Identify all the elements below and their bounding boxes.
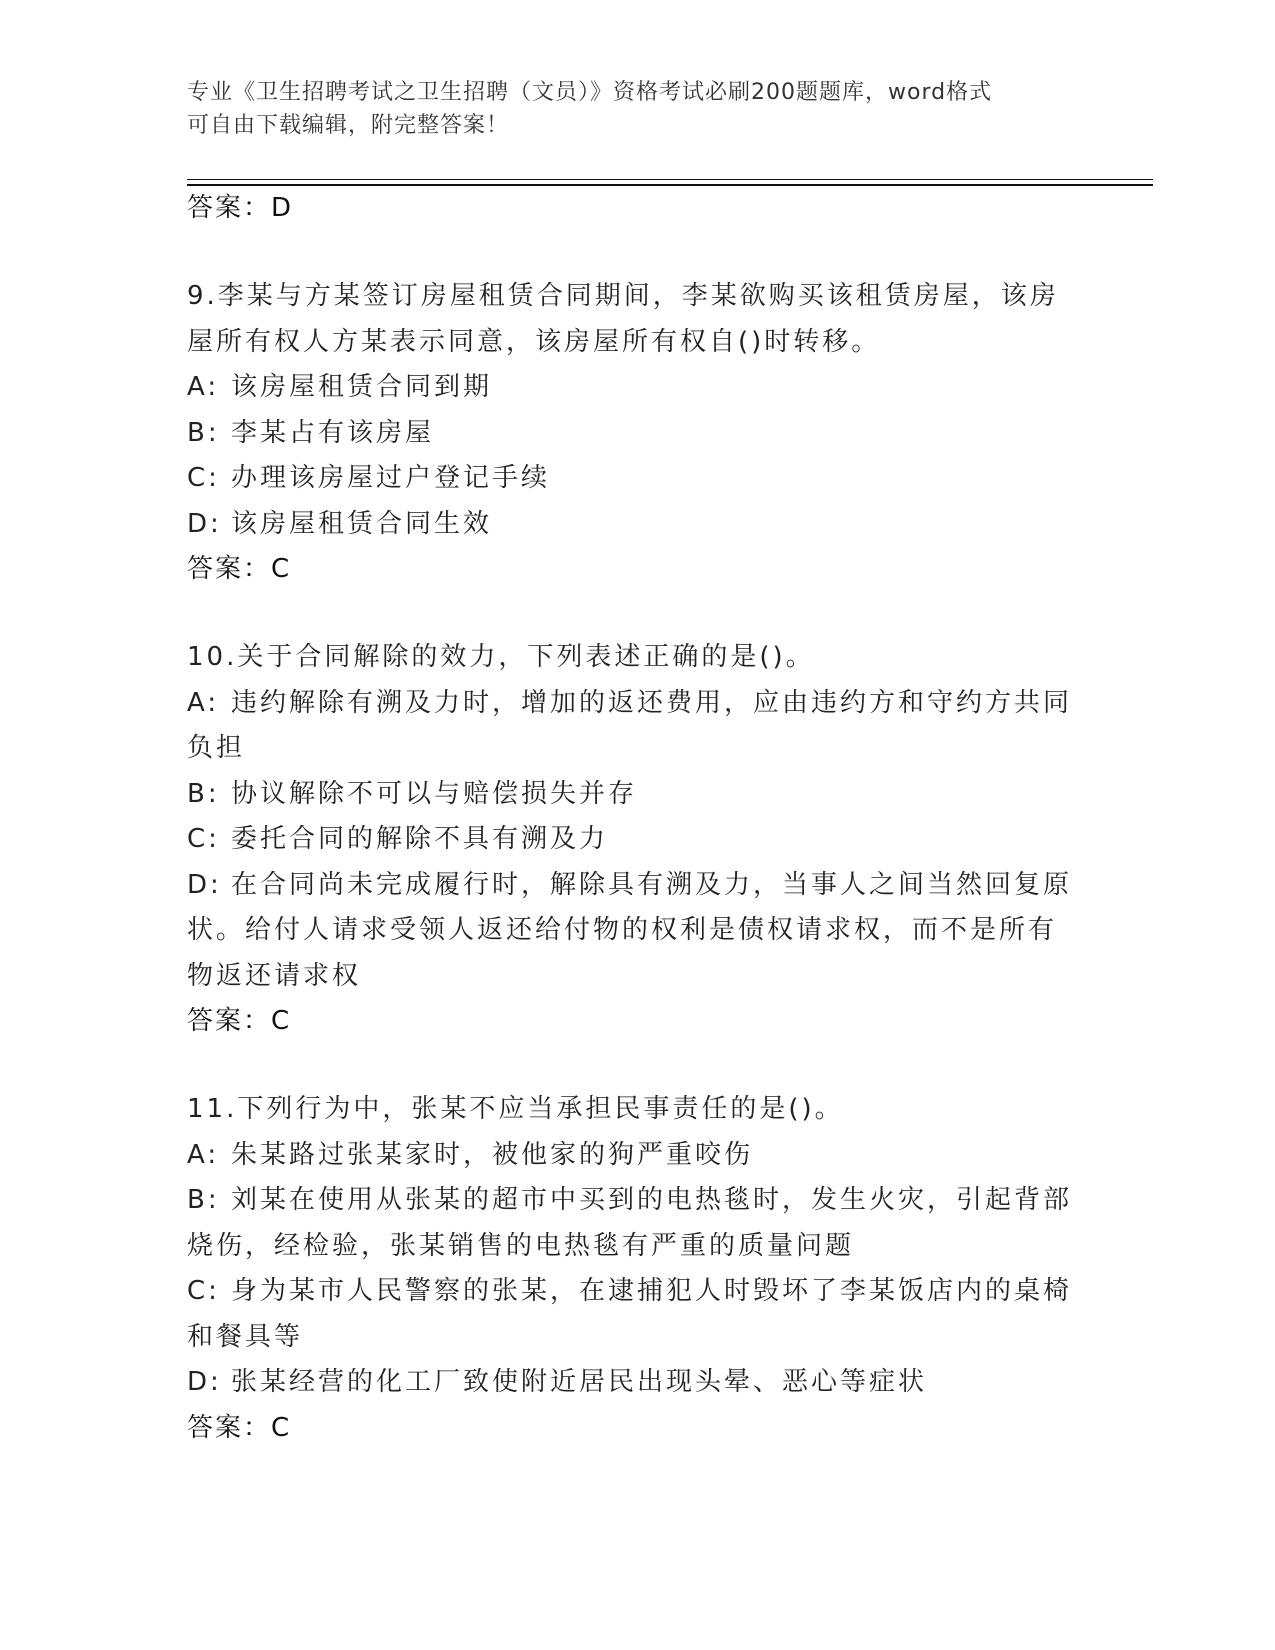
option-text: 朱某路过张某家时，被他家的狗严重咬伤 [231, 1139, 754, 1170]
option-text-continuation: 和餐具等 [187, 1321, 304, 1352]
question-gap [187, 1043, 1087, 1087]
header-rule-thin [187, 179, 1153, 180]
question-gap [187, 230, 1087, 274]
option-letter: D: [187, 869, 222, 900]
question-stem-line: 9.李某与方某签订房屋租赁合同期间，李某欲购买该租赁房屋，该房 [187, 281, 1059, 311]
option-text-continuation: 状。给付人请求受领人返还给付物的权利是债权请求权，而不是所有 [187, 915, 1058, 945]
answer-line: 答案：C [187, 1006, 292, 1036]
question-block [187, 635, 1087, 1043]
option-text: 协议解除不可以与赔偿损失并存 [231, 778, 638, 809]
option-line [187, 1269, 1087, 1315]
option-letter: B: [187, 1185, 220, 1215]
option-line [187, 365, 1087, 411]
option-text-continuation: 负担 [187, 733, 246, 763]
question-stem-line: 屋所有权人方某表示同意，该房屋所有权自()时转移。 [187, 326, 881, 357]
question-block [187, 1087, 1087, 1450]
option-letter: C: [187, 1276, 220, 1306]
option-text: 该房屋租赁合同到期 [231, 372, 493, 402]
option-text: 李某占有该房屋 [231, 417, 435, 448]
option-line [187, 863, 1087, 909]
option-line [187, 772, 1087, 818]
previous-answer: 答案：D [187, 193, 294, 223]
option-text: 委托合同的解除不具有溯及力 [231, 824, 609, 854]
option-line [187, 411, 1087, 457]
question-list [187, 186, 1087, 1450]
option-letter: A: [187, 687, 220, 718]
option-letter: C: [187, 463, 220, 493]
header-line-1: 专业《卫生招聘考试之卫生招聘（文员）》资格考试必刷200题题库，word格式 [187, 80, 993, 105]
option-letter: B: [187, 417, 220, 448]
questions-container [187, 230, 1087, 1450]
option-text: 张某经营的化工厂致使附近居民出现头晕、恶心等症状 [231, 1367, 928, 1397]
header-line-2: 可自由下载编辑，附完整答案！ [187, 113, 510, 138]
option-line [187, 456, 1087, 502]
option-text: 该房屋租赁合同生效 [231, 508, 493, 539]
option-line [187, 817, 1087, 863]
option-letter: D: [187, 508, 222, 539]
option-text: 在合同尚未完成履行时，解除具有溯及力，当事人之间当然回复原 [231, 869, 1073, 900]
option-text: 身为某市人民警察的张某，在逮捕犯人时毁坏了李某饭店内的桌椅 [231, 1276, 1073, 1306]
option-text-continuation: 物返还请求权 [187, 960, 362, 991]
option-line [187, 1360, 1087, 1406]
option-line [187, 502, 1087, 548]
option-text-continuation: 烧伤，经检验，张某销售的电热毯有严重的质量问题 [187, 1230, 855, 1261]
answer-line: 答案：C [187, 1412, 292, 1443]
option-text: 刘某在使用从张某的超市中买到的电热毯时，发生火灾，引起背部 [231, 1185, 1073, 1215]
option-line [187, 1178, 1087, 1224]
option-line [187, 681, 1087, 727]
option-line [187, 1133, 1087, 1179]
answer-line: 答案：C [187, 554, 292, 584]
option-letter: A: [187, 372, 220, 402]
option-text: 违约解除有溯及力时，增加的返还费用，应由违约方和守约方共同 [231, 687, 1073, 718]
question-stem-line: 10.关于合同解除的效力，下列表述正确的是()。 [187, 642, 815, 672]
option-letter: A: [187, 1139, 220, 1170]
option-letter: D: [187, 1367, 222, 1397]
option-letter: C: [187, 824, 220, 854]
option-letter: B: [187, 778, 220, 809]
option-text: 办理该房屋过户登记手续 [231, 463, 551, 493]
question-block [187, 274, 1087, 591]
question-gap [187, 591, 1087, 635]
question-stem-line: 11.下列行为中，张某不应当承担民事责任的是()。 [187, 1094, 844, 1124]
document-header [187, 76, 1067, 142]
